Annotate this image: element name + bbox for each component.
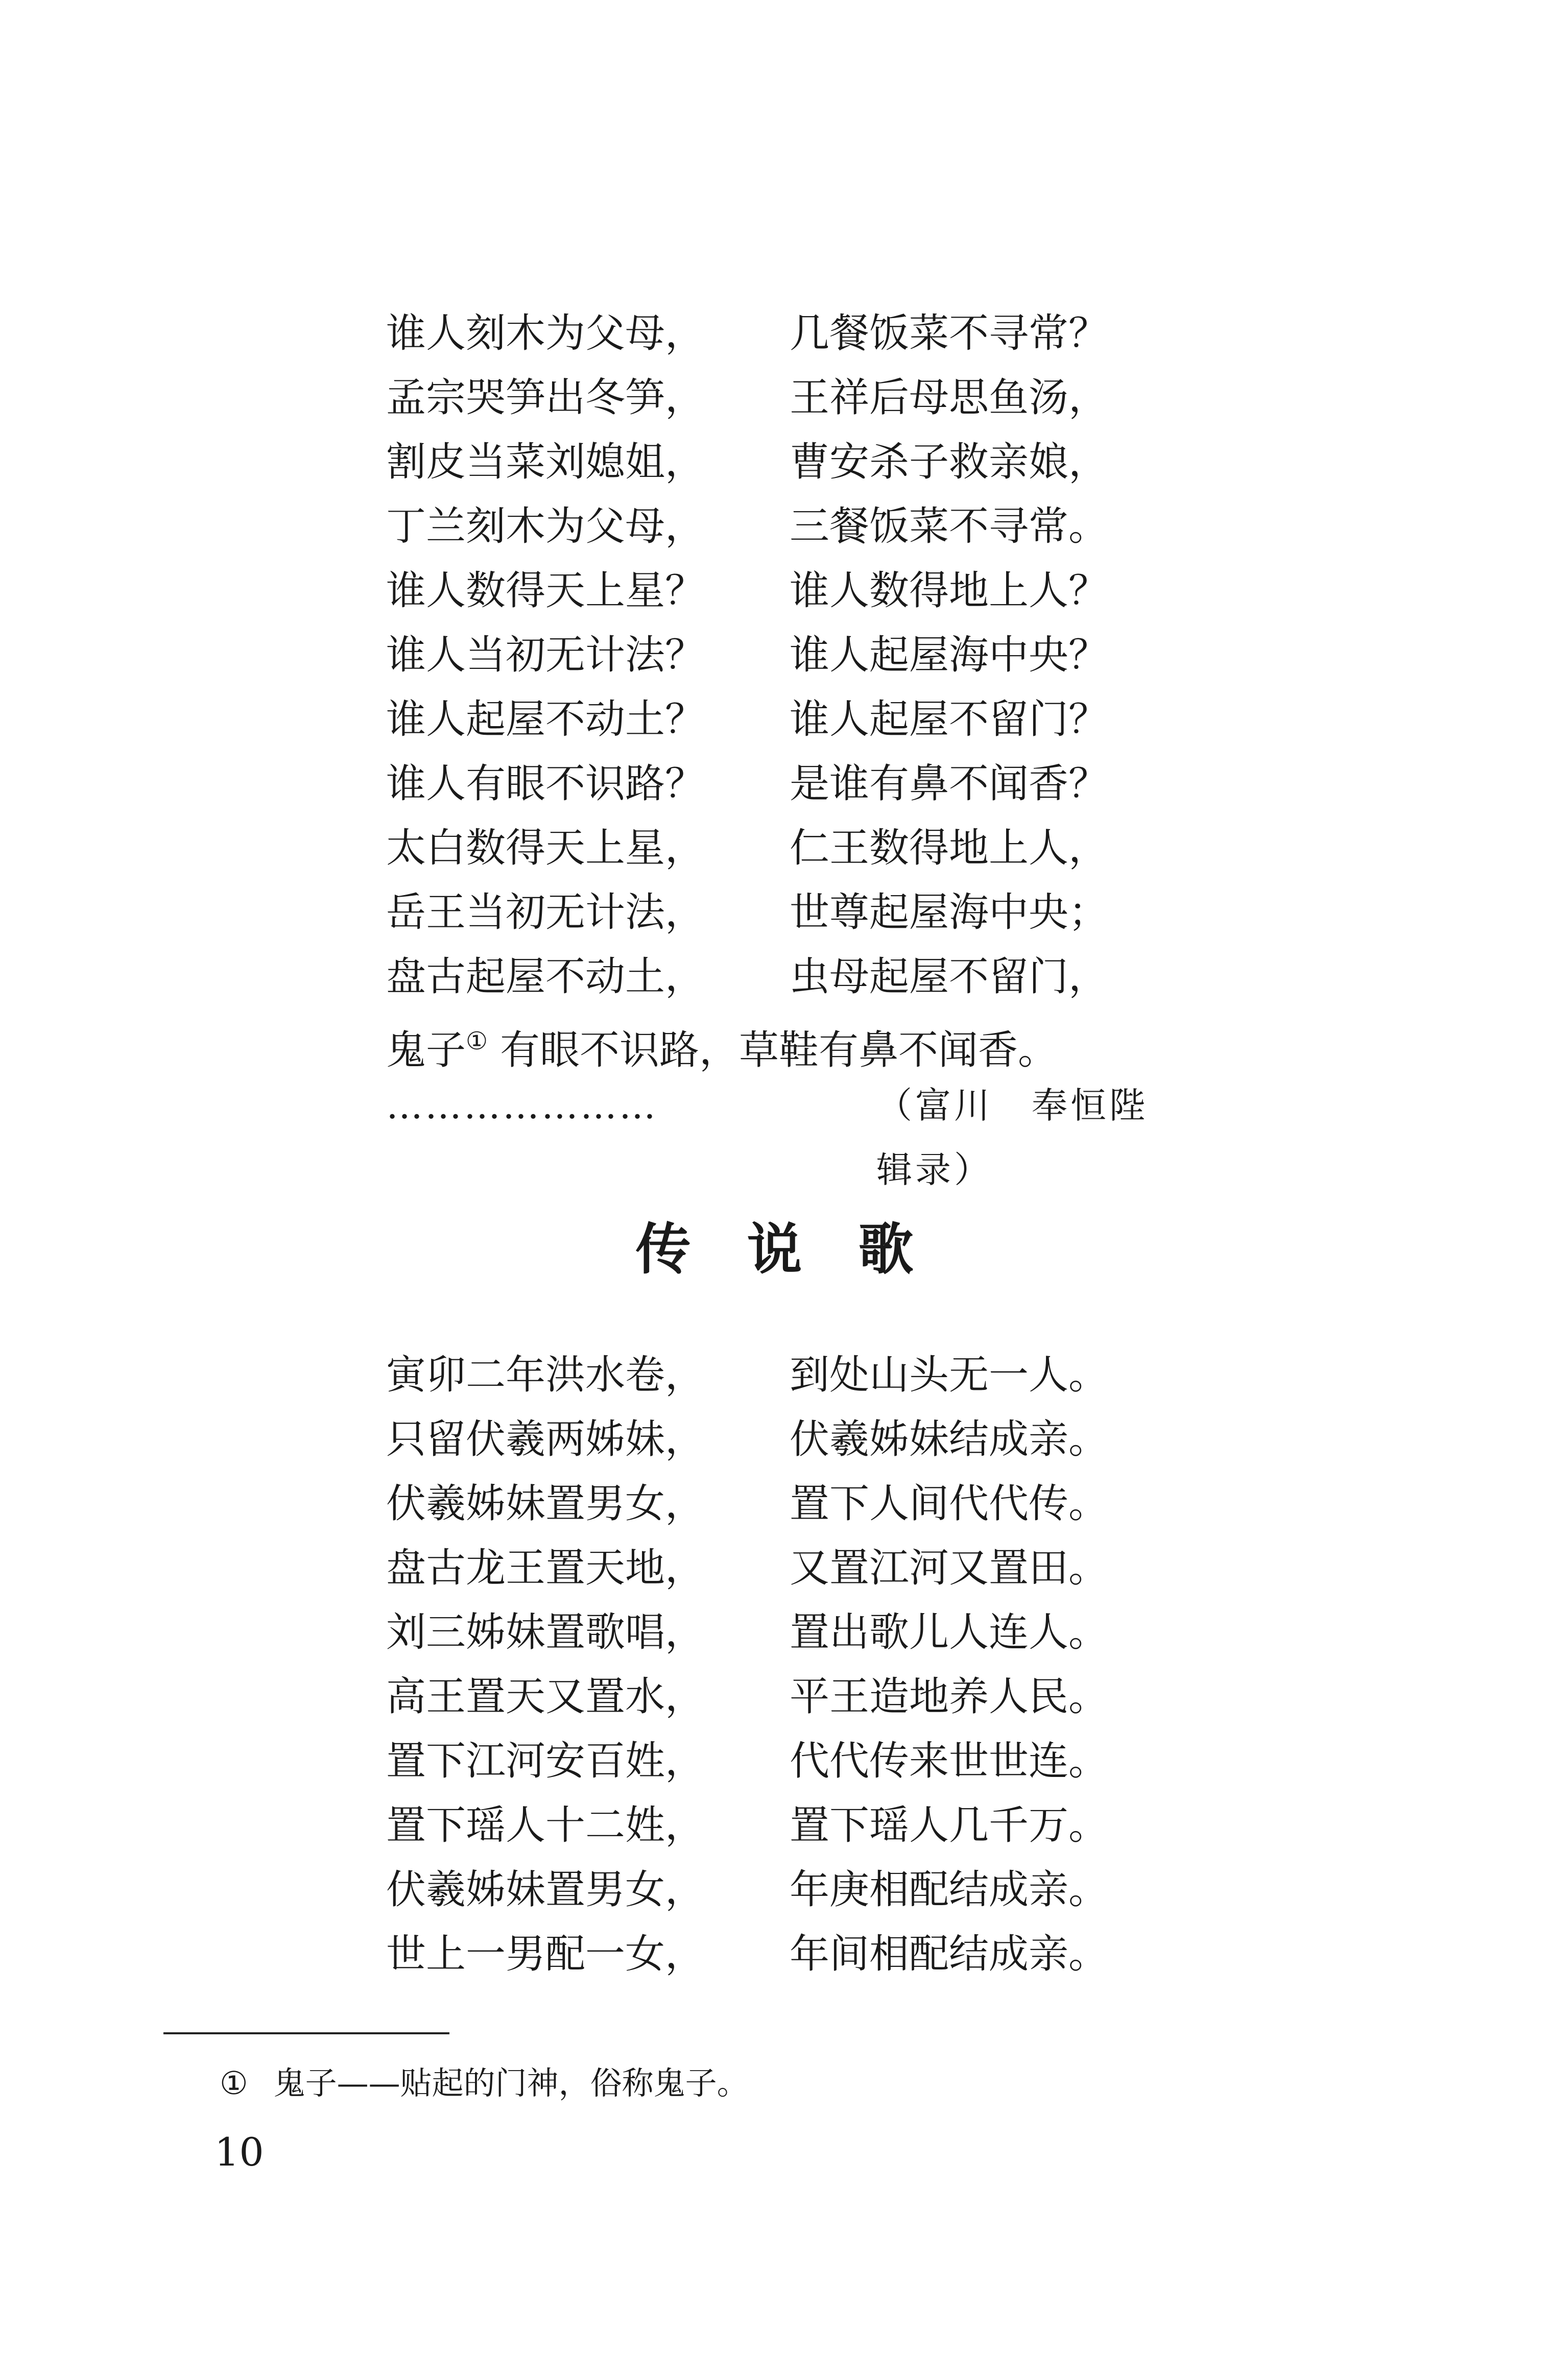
line-right: 代代传来世世连。 — [790, 1738, 1109, 1784]
line-left: 割皮当菜刘媳姐， — [386, 439, 705, 485]
line-right: 王祥后母思鱼汤， — [790, 375, 1109, 421]
line-left: 高王置天又置水， — [386, 1674, 705, 1720]
poem-second — [386, 1343, 1183, 1986]
poem-first — [386, 301, 1183, 1191]
line-right: 三餐饭菜不寻常。 — [790, 503, 1109, 549]
line-right: 置下瑶人几千万。 — [790, 1802, 1109, 1848]
line-left: 丁兰刻木为父母， — [386, 503, 705, 549]
line-left: 盘古起屋不动土， — [386, 954, 705, 1000]
line-rest: 有眼不识路，草鞋有鼻不闻香。 — [500, 1027, 1058, 1073]
footnote-divider — [163, 2032, 449, 2034]
line-left: 岳王当初无计法， — [386, 890, 705, 935]
line-right: 谁人起屋海中央？ — [790, 632, 1109, 678]
line-right: 是谁有鼻不闻香？ — [790, 761, 1109, 807]
line-right: 伏羲姊妹结成亲。 — [790, 1416, 1109, 1462]
poem-line — [386, 1536, 1183, 1600]
line-left: 孟宗哭笋出冬笋， — [386, 375, 705, 421]
line-right: 谁人起屋不留门？ — [790, 696, 1109, 742]
poem-line — [386, 366, 1183, 430]
line-right: 又置江河又置田。 — [790, 1545, 1109, 1591]
poem-line — [386, 945, 1183, 1009]
footnote-reference: ① — [466, 1027, 488, 1055]
line-right: 年间相配结成亲。 — [790, 1931, 1109, 1977]
line-right: 平王造地养人民。 — [790, 1674, 1109, 1720]
poem-line — [386, 1407, 1183, 1472]
poem-line — [386, 1600, 1183, 1665]
page-number: 10 — [215, 2129, 264, 2175]
poem-line — [386, 494, 1183, 559]
poem-line — [386, 1793, 1183, 1858]
line-left: 寅卯二年洪水卷， — [386, 1352, 705, 1398]
line-start: 鬼子 — [386, 1027, 466, 1073]
poem-line — [386, 1343, 1183, 1407]
poem-line — [386, 1858, 1183, 1922]
poem-line — [386, 1665, 1183, 1729]
poem-line — [386, 880, 1183, 945]
ellipsis-row — [386, 1073, 1183, 1191]
poem-line-with-footnote — [386, 1009, 1183, 1073]
credit: （富川 奉恒陛辑录） — [876, 1085, 1148, 1191]
line-right: 置出歌儿人连人。 — [790, 1609, 1109, 1655]
line-left: 世上一男配一女， — [386, 1931, 705, 1977]
line-left: 置下江河安百姓， — [386, 1738, 705, 1784]
line-right: 曹安杀子救亲娘， — [790, 439, 1109, 485]
poem-line — [386, 752, 1183, 816]
line-right: 到处山头无一人。 — [790, 1352, 1109, 1398]
poem-line — [386, 687, 1183, 752]
ellipsis: ………………… — [386, 1084, 658, 1127]
line-left: 只留伏羲两姊妹， — [386, 1416, 705, 1462]
poem-line — [386, 559, 1183, 623]
line-left: 伏羲姊妹置男女， — [386, 1867, 705, 1913]
line-right: 世尊起屋海中央； — [790, 890, 1109, 935]
line-left: 刘三姊妹置歌唱， — [386, 1609, 705, 1655]
poem-line — [386, 623, 1183, 687]
line-right: 置下人间代代传。 — [790, 1481, 1109, 1527]
line-right: 几餐饭菜不寻常？ — [790, 310, 1109, 356]
line-right: 虫母起屋不留门， — [790, 954, 1109, 1000]
line-right: 谁人数得地上人？ — [790, 568, 1109, 614]
line-right: 仁王数得地上人， — [790, 825, 1109, 871]
line-left: 伏羲姊妹置男女， — [386, 1481, 705, 1527]
poem-line — [386, 430, 1183, 494]
poem-line — [386, 1472, 1183, 1536]
line-left: 谁人起屋不动土？ — [386, 696, 705, 742]
line-left: 谁人有眼不识路？ — [386, 761, 705, 807]
poem-line — [386, 1729, 1183, 1793]
poem-line — [386, 816, 1183, 880]
line-right: 年庚相配结成亲。 — [790, 1867, 1109, 1913]
line-left: 谁人当初无计法？ — [386, 632, 705, 678]
section-title: 传说歌 — [635, 1218, 970, 1282]
line-left: 盘古龙王置天地， — [386, 1545, 705, 1591]
line-left: 置下瑶人十二姓， — [386, 1802, 705, 1848]
line-full — [386, 1009, 1058, 1083]
footnote — [220, 2063, 749, 2104]
footnote-marker: ① — [220, 2064, 248, 2102]
line-left: 谁人刻木为父母， — [386, 310, 705, 356]
poem-line — [386, 1922, 1183, 1986]
line-left: 谁人数得天上星？ — [386, 568, 705, 614]
line-left: 太白数得天上星， — [386, 825, 705, 871]
footnote-text: 鬼子——贴起的门神，俗称鬼子。 — [273, 2064, 749, 2102]
poem-line — [386, 301, 1183, 366]
